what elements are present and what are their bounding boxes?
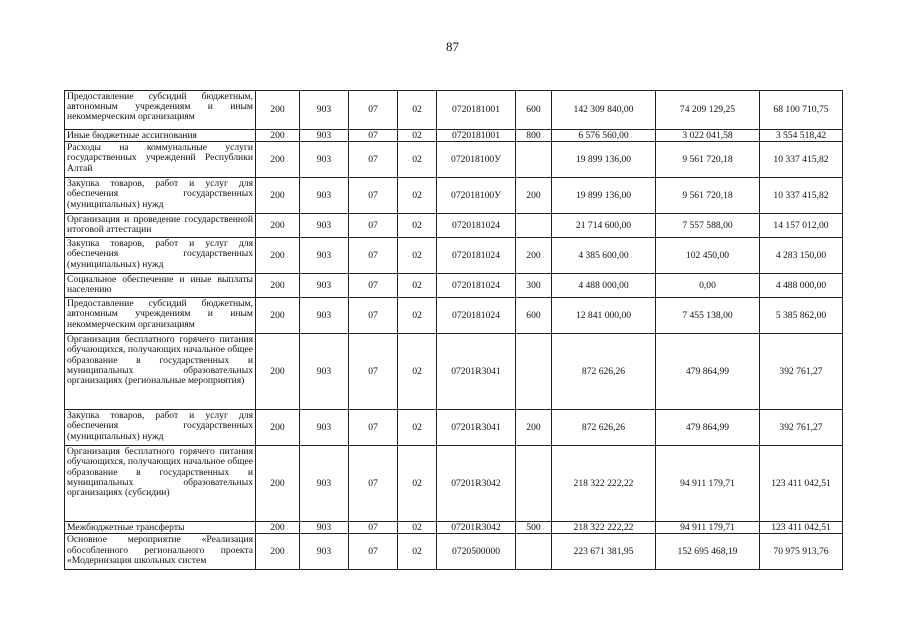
subsection-cell: 02 bbox=[398, 238, 437, 274]
remaining-amount-cell: 10 337 415,82 bbox=[760, 142, 843, 178]
section-cell: 200 bbox=[256, 130, 300, 142]
subsection-cell: 02 bbox=[398, 214, 437, 238]
subsection-cell: 02 bbox=[398, 91, 437, 130]
chapter-cell: 07 bbox=[349, 214, 398, 238]
description-cell: Закупка товаров, работ и услуг для обеспечения государственных (муниципальных) нужд bbox=[65, 238, 256, 274]
subsection-cell: 02 bbox=[398, 534, 437, 570]
chapter-cell: 07 bbox=[349, 274, 398, 298]
subsection-cell: 02 bbox=[398, 334, 437, 410]
table-row bbox=[65, 534, 843, 570]
budget-table bbox=[64, 90, 843, 570]
expense-type-cell: 200 bbox=[516, 178, 552, 214]
page-number: 87 bbox=[446, 39, 459, 54]
plan-amount-cell: 6 576 560,00 bbox=[552, 130, 656, 142]
ministry-cell: 903 bbox=[300, 534, 349, 570]
plan-amount-cell: 4 385 600,00 bbox=[552, 238, 656, 274]
remaining-amount-cell: 5 385 862,00 bbox=[760, 298, 843, 334]
target-article-cell: 0720500000 bbox=[437, 534, 516, 570]
remaining-amount-cell: 3 554 518,42 bbox=[760, 130, 843, 142]
description-cell: Организация бесплатного горячего питания обучающихся, получающих начальное общее образование в государственных и муниципальных образовательных организациях (региональные мероприятия) bbox=[65, 334, 256, 410]
table-row bbox=[65, 410, 843, 446]
section-cell: 200 bbox=[256, 446, 300, 522]
target-article-cell: 0720181024 bbox=[437, 238, 516, 274]
section-cell: 200 bbox=[256, 91, 300, 130]
chapter-cell: 07 bbox=[349, 142, 398, 178]
ministry-cell: 903 bbox=[300, 91, 349, 130]
ministry-cell: 903 bbox=[300, 446, 349, 522]
ministry-cell: 903 bbox=[300, 214, 349, 238]
ministry-cell: 903 bbox=[300, 142, 349, 178]
plan-amount-cell: 872 626,26 bbox=[552, 334, 656, 410]
section-cell: 200 bbox=[256, 274, 300, 298]
table-row bbox=[65, 334, 843, 410]
section-cell: 200 bbox=[256, 214, 300, 238]
remaining-amount-cell: 10 337 415,82 bbox=[760, 178, 843, 214]
expense-type-cell: 600 bbox=[516, 91, 552, 130]
remaining-amount-cell: 392 761,27 bbox=[760, 334, 843, 410]
description-cell: Иные бюджетные ассигнования bbox=[65, 130, 256, 142]
target-article-cell: 07201R3041 bbox=[437, 334, 516, 410]
executed-amount-cell: 94 911 179,71 bbox=[656, 522, 760, 534]
chapter-cell: 07 bbox=[349, 238, 398, 274]
target-article-cell: 0720181024 bbox=[437, 214, 516, 238]
remaining-amount-cell: 392 761,27 bbox=[760, 410, 843, 446]
section-cell: 200 bbox=[256, 238, 300, 274]
target-article-cell: 0720181024 bbox=[437, 274, 516, 298]
expense-type-cell: 200 bbox=[516, 410, 552, 446]
plan-amount-cell: 4 488 000,00 bbox=[552, 274, 656, 298]
target-article-cell: 0720181024 bbox=[437, 298, 516, 334]
expense-type-cell bbox=[516, 534, 552, 570]
chapter-cell: 07 bbox=[349, 534, 398, 570]
section-cell: 200 bbox=[256, 410, 300, 446]
subsection-cell: 02 bbox=[398, 130, 437, 142]
executed-amount-cell: 0,00 bbox=[656, 274, 760, 298]
expense-type-cell bbox=[516, 214, 552, 238]
subsection-cell: 02 bbox=[398, 142, 437, 178]
plan-amount-cell: 218 322 222,22 bbox=[552, 522, 656, 534]
section-cell: 200 bbox=[256, 298, 300, 334]
remaining-amount-cell: 123 411 042,51 bbox=[760, 446, 843, 522]
plan-amount-cell: 19 899 136,00 bbox=[552, 142, 656, 178]
ministry-cell: 903 bbox=[300, 178, 349, 214]
remaining-amount-cell: 123 411 042,51 bbox=[760, 522, 843, 534]
description-cell: Организация и проведение государственной итоговой аттестации bbox=[65, 214, 256, 238]
chapter-cell: 07 bbox=[349, 130, 398, 142]
executed-amount-cell: 94 911 179,71 bbox=[656, 446, 760, 522]
executed-amount-cell: 7 455 138,00 bbox=[656, 298, 760, 334]
plan-amount-cell: 223 671 381,95 bbox=[552, 534, 656, 570]
plan-amount-cell: 218 322 222,22 bbox=[552, 446, 656, 522]
table-row bbox=[65, 214, 843, 238]
ministry-cell: 903 bbox=[300, 298, 349, 334]
subsection-cell: 02 bbox=[398, 522, 437, 534]
description-cell: Закупка товаров, работ и услуг для обеспечения государственных (муниципальных) нужд bbox=[65, 178, 256, 214]
executed-amount-cell: 7 557 588,00 bbox=[656, 214, 760, 238]
expense-type-cell: 500 bbox=[516, 522, 552, 534]
table-row bbox=[65, 142, 843, 178]
chapter-cell: 07 bbox=[349, 298, 398, 334]
table-row bbox=[65, 238, 843, 274]
section-cell: 200 bbox=[256, 142, 300, 178]
table-body bbox=[65, 91, 843, 570]
table-row bbox=[65, 178, 843, 214]
table-row bbox=[65, 298, 843, 334]
description-cell: Предоставление субсидий бюджетным, автономным учреждениям и иным некоммерческим организациям bbox=[65, 298, 256, 334]
ministry-cell: 903 bbox=[300, 334, 349, 410]
description-cell: Организация бесплатного горячего питания обучающихся, получающих начальное общее образование в государственных и муниципальных образовательных организациях (субсидии) bbox=[65, 446, 256, 522]
expense-type-cell: 300 bbox=[516, 274, 552, 298]
table-row bbox=[65, 446, 843, 522]
target-article-cell: 072018100У bbox=[437, 142, 516, 178]
subsection-cell: 02 bbox=[398, 178, 437, 214]
table-row bbox=[65, 522, 843, 534]
remaining-amount-cell: 68 100 710,75 bbox=[760, 91, 843, 130]
executed-amount-cell: 479 864,99 bbox=[656, 410, 760, 446]
description-cell: Социальное обеспечение и иные выплаты населению bbox=[65, 274, 256, 298]
subsection-cell: 02 bbox=[398, 298, 437, 334]
section-cell: 200 bbox=[256, 178, 300, 214]
section-cell: 200 bbox=[256, 334, 300, 410]
remaining-amount-cell: 70 975 913,76 bbox=[760, 534, 843, 570]
chapter-cell: 07 bbox=[349, 178, 398, 214]
executed-amount-cell: 152 695 468,19 bbox=[656, 534, 760, 570]
expense-type-cell: 200 bbox=[516, 238, 552, 274]
expense-type-cell: 600 bbox=[516, 298, 552, 334]
executed-amount-cell: 3 022 041,58 bbox=[656, 130, 760, 142]
ministry-cell: 903 bbox=[300, 238, 349, 274]
plan-amount-cell: 12 841 000,00 bbox=[552, 298, 656, 334]
remaining-amount-cell: 4 488 000,00 bbox=[760, 274, 843, 298]
subsection-cell: 02 bbox=[398, 274, 437, 298]
target-article-cell: 0720181001 bbox=[437, 130, 516, 142]
remaining-amount-cell: 4 283 150,00 bbox=[760, 238, 843, 274]
executed-amount-cell: 74 209 129,25 bbox=[656, 91, 760, 130]
plan-amount-cell: 142 309 840,00 bbox=[552, 91, 656, 130]
chapter-cell: 07 bbox=[349, 410, 398, 446]
chapter-cell: 07 bbox=[349, 522, 398, 534]
expense-type-cell bbox=[516, 334, 552, 410]
ministry-cell: 903 bbox=[300, 410, 349, 446]
plan-amount-cell: 872 626,26 bbox=[552, 410, 656, 446]
executed-amount-cell: 9 561 720,18 bbox=[656, 178, 760, 214]
description-cell: Расходы на коммунальные услуги государственных учреждений Республики Алтай bbox=[65, 142, 256, 178]
description-cell: Межбюджетные трансферты bbox=[65, 522, 256, 534]
ministry-cell: 903 bbox=[300, 522, 349, 534]
plan-amount-cell: 21 714 600,00 bbox=[552, 214, 656, 238]
remaining-amount-cell: 14 157 012,00 bbox=[760, 214, 843, 238]
target-article-cell: 072018100У bbox=[437, 178, 516, 214]
target-article-cell: 0720181001 bbox=[437, 91, 516, 130]
executed-amount-cell: 479 864,99 bbox=[656, 334, 760, 410]
table-row bbox=[65, 274, 843, 298]
chapter-cell: 07 bbox=[349, 334, 398, 410]
description-cell: Основное мероприятие «Реализация обособленного регионального проекта «Модернизация школьных систем bbox=[65, 534, 256, 570]
chapter-cell: 07 bbox=[349, 91, 398, 130]
chapter-cell: 07 bbox=[349, 446, 398, 522]
target-article-cell: 07201R3041 bbox=[437, 410, 516, 446]
executed-amount-cell: 102 450,00 bbox=[656, 238, 760, 274]
target-article-cell: 07201R3042 bbox=[437, 446, 516, 522]
ministry-cell: 903 bbox=[300, 274, 349, 298]
table-row bbox=[65, 91, 843, 130]
description-cell: Закупка товаров, работ и услуг для обеспечения государственных (муниципальных) нужд bbox=[65, 410, 256, 446]
ministry-cell: 903 bbox=[300, 130, 349, 142]
table-row bbox=[65, 130, 843, 142]
plan-amount-cell: 19 899 136,00 bbox=[552, 178, 656, 214]
description-cell: Предоставление субсидий бюджетным, автономным учреждениям и иным некоммерческим организациям bbox=[65, 91, 256, 130]
target-article-cell: 07201R3042 bbox=[437, 522, 516, 534]
expense-type-cell bbox=[516, 446, 552, 522]
subsection-cell: 02 bbox=[398, 410, 437, 446]
section-cell: 200 bbox=[256, 522, 300, 534]
section-cell: 200 bbox=[256, 534, 300, 570]
expense-type-cell: 800 bbox=[516, 130, 552, 142]
subsection-cell: 02 bbox=[398, 446, 437, 522]
expense-type-cell bbox=[516, 142, 552, 178]
executed-amount-cell: 9 561 720,18 bbox=[656, 142, 760, 178]
